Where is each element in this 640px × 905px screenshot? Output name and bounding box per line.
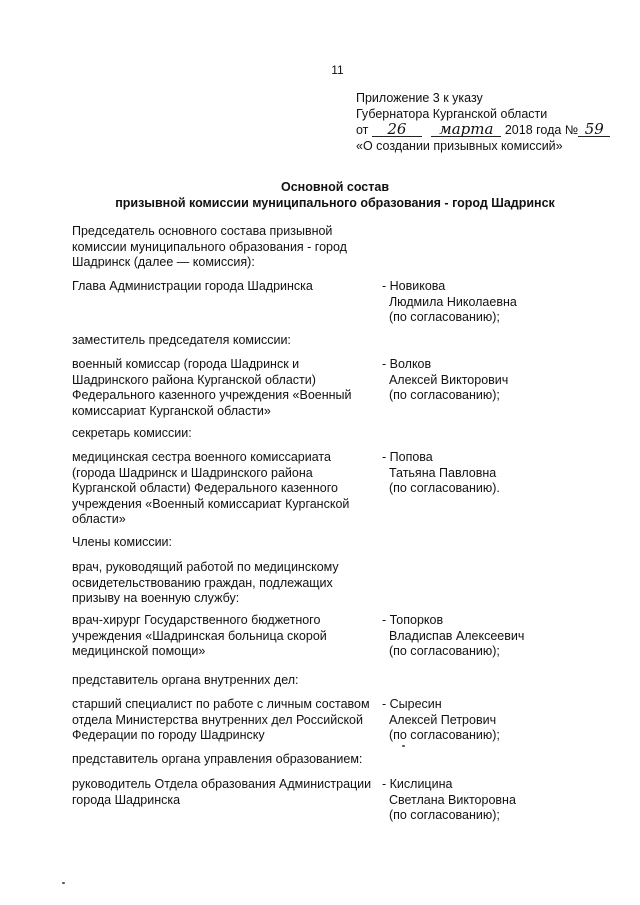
education-person: - Кислицина Светлана Викторовна (по согласованию); — [382, 777, 516, 822]
doctor-position: врач-хирург Государственного бюджетного учреждения «Шадринская больница скорой медицинской помощи» — [72, 613, 327, 658]
handwritten-number: 59 — [578, 122, 610, 137]
deputy-position: военный комиссар (города Шадринск и Шадринского района Курганской области) Федерального казенного учреждения «Военный комиссариат Курганской области» — [72, 357, 352, 418]
decree-title: «О создании призывных комиссий» — [356, 138, 563, 153]
year-label: 2018 года № — [504, 123, 579, 137]
decree-date-line — [356, 122, 626, 139]
education-label: представитель органа управления образованием: — [72, 752, 363, 766]
police-position: старший специалист по работе с личным составом отдела Министерства внутренних дел Российской Федерации по городу Шадринску — [72, 697, 370, 742]
scan-artifact — [62, 882, 65, 884]
police-label: представитель органа внутренних дел: — [72, 673, 299, 687]
doctor-person: - Топорков Владиспав Алексеевич (по согласованию); — [382, 613, 525, 658]
scan-artifact — [402, 745, 405, 747]
secretary-person: - Попова Татьяна Павловна (по согласованию). — [382, 450, 500, 495]
police-person: - Сыресин Алексей Петрович (по согласованию); — [382, 697, 500, 742]
doctor-label: врач, руководящий работой по медицинскому освидетельствованию граждан, подлежащих призыву на военную службу: — [72, 560, 339, 605]
deputy-person: - Волков Алексей Викторович (по согласованию); — [382, 357, 509, 402]
document-title — [60, 180, 610, 211]
handwritten-day: 26 — [372, 122, 422, 137]
from-label: от — [356, 123, 369, 137]
deputy-label: заместитель председателя комиссии: — [72, 333, 291, 347]
secretary-position: медицинская сестра военного комиссариата (города Шадринск и Шадринского района Курганской области) Федерального казенного учреждения «Военный комиссариат Курганской области» — [72, 450, 350, 526]
secretary-label: секретарь комиссии: — [72, 426, 192, 440]
chairman-person: - Новикова Людмила Николаевна (по согласованию); — [382, 279, 517, 324]
appendix-line: Приложение 3 к указу — [356, 91, 483, 105]
title-line: Основной состав — [280, 180, 390, 194]
education-position: руководитель Отдела образования Администрации города Шадринска — [72, 777, 372, 807]
members-label: Члены комиссии: — [72, 535, 173, 549]
handwritten-month: марта — [431, 122, 501, 137]
appendix-header — [356, 91, 626, 154]
page-number: 11 — [331, 63, 344, 77]
chairman-label: Председатель основного состава призывной комиссии муниципального образования - город Шадринск (далее — комиссия): — [72, 224, 347, 269]
title-line: призывной комиссии муниципального образования - город Шадринск — [115, 195, 555, 210]
chairman-position: Глава Администрации города Шадринска — [72, 279, 313, 293]
appendix-line: Губернатора Курганской области — [356, 106, 548, 121]
